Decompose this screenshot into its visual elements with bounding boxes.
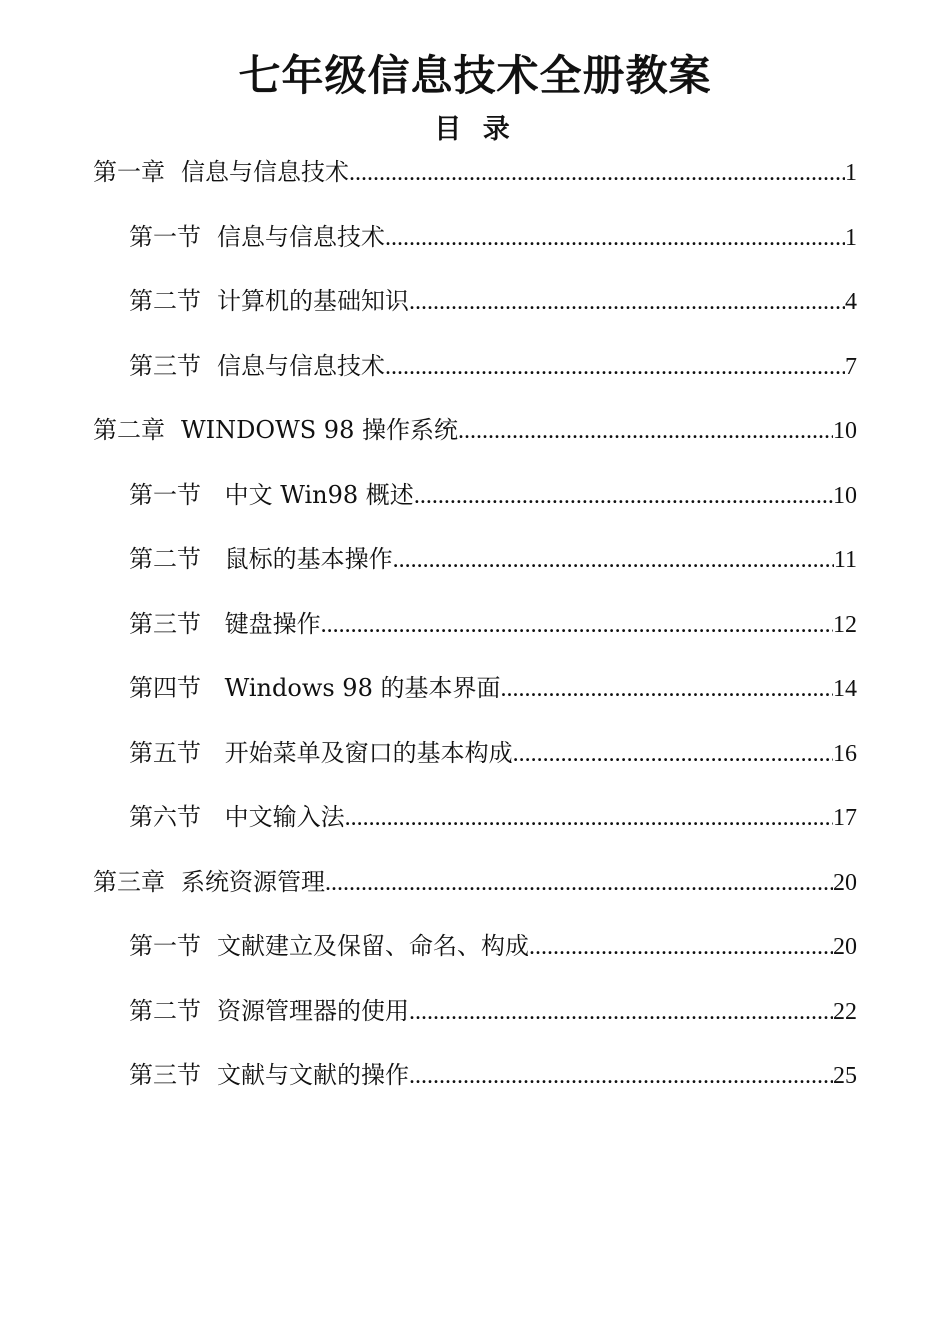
document-title: 七年级信息技术全册教案	[238, 51, 712, 100]
toc-entry-label	[93, 862, 325, 902]
toc-entry-label	[129, 346, 385, 386]
toc-page-number: 14	[833, 676, 857, 702]
toc-dot-leader	[409, 282, 845, 322]
toc-dot-leader	[349, 153, 845, 193]
toc-entry-number: 第三章	[93, 867, 165, 896]
toc-dot-leader	[414, 476, 833, 516]
toc-entry-label	[129, 797, 345, 837]
toc-dot-leader	[325, 863, 833, 903]
toc-section-entry	[93, 217, 857, 282]
toc-entry-title: 系统资源管理	[181, 867, 325, 896]
toc-entry-label	[129, 926, 529, 966]
toc-entry-title: 中文 Win98 概述	[217, 480, 414, 509]
toc-entry-label	[129, 539, 393, 579]
toc-page-number: 4	[845, 289, 857, 315]
toc-page-number: 1	[845, 160, 857, 186]
toc-entry-title: WINDOWS 98 操作系统	[181, 416, 458, 444]
toc-page-number: 10	[833, 482, 857, 509]
toc-page-number: 11	[833, 547, 857, 573]
toc-page-number: 20	[833, 934, 857, 960]
toc-entry-title: 文献建立及保留、命名、构成	[217, 932, 529, 960]
toc-chapter-entry	[93, 862, 857, 927]
toc-dot-leader	[393, 540, 834, 580]
toc-entry-number: 第一节	[129, 222, 201, 251]
toc-entry-number: 第二节	[129, 996, 201, 1025]
toc-entry-title: Windows 98 的基本界面	[217, 674, 501, 702]
toc-entry-number: 第一节	[129, 480, 201, 509]
toc-entry-title: 鼠标的基本操作	[217, 545, 393, 573]
toc-entry-label	[129, 991, 409, 1031]
toc-entry-label	[129, 1055, 409, 1095]
toc-dot-leader	[409, 1056, 833, 1096]
toc-section-entry	[93, 539, 857, 604]
toc-entry-title: 文献与文献的操作	[217, 1061, 409, 1089]
toc-dot-leader	[458, 411, 833, 451]
toc-dot-leader	[500, 669, 833, 709]
toc-entry-label	[129, 281, 409, 321]
toc-page-number: 16	[833, 740, 857, 767]
toc-entry-number: 第一节	[129, 932, 201, 960]
toc-section-entry	[93, 668, 857, 733]
toc-entry-label	[129, 668, 500, 708]
toc-page-number: 22	[833, 998, 857, 1025]
toc-entry-label	[93, 152, 349, 192]
toc-entry-label	[93, 410, 458, 450]
toc-chapter-entry	[93, 152, 857, 217]
toc-dot-leader	[385, 218, 845, 258]
toc-entry-title: 开始菜单及窗口的基本构成	[217, 738, 513, 767]
toc-entry-label	[129, 604, 321, 644]
toc-page-number: 12	[833, 611, 857, 638]
table-of-contents	[93, 152, 857, 1120]
toc-entry-number: 第六节	[129, 803, 201, 831]
toc-entry-number: 第四节	[129, 674, 201, 702]
toc-entry-title: 资源管理器的使用	[217, 996, 409, 1025]
toc-section-entry	[93, 346, 857, 411]
toc-page-number: 1	[845, 224, 857, 251]
toc-entry-number: 第三节	[129, 1061, 201, 1089]
toc-entry-number: 第三节	[129, 351, 201, 380]
toc-dot-leader	[513, 734, 833, 774]
toc-section-entry	[93, 281, 857, 346]
toc-chapter-entry	[93, 410, 857, 475]
toc-page-number: 20	[833, 869, 857, 896]
toc-entry-title: 键盘操作	[217, 609, 321, 638]
toc-entry-title: 信息与信息技术	[181, 158, 349, 186]
toc-entry-number: 第三节	[129, 609, 201, 638]
toc-entry-title: 计算机的基础知识	[217, 287, 409, 315]
toc-section-entry	[93, 797, 857, 862]
toc-entry-number: 第五节	[129, 738, 201, 767]
toc-page-number: 25	[833, 1063, 857, 1089]
toc-dot-leader	[321, 605, 833, 645]
toc-entry-label	[129, 217, 385, 257]
toc-entry-number: 第二章	[93, 416, 165, 444]
toc-entry-number: 第二节	[129, 287, 201, 315]
toc-section-entry	[93, 991, 857, 1056]
toc-entry-number: 第一章	[93, 158, 165, 186]
toc-entry-title: 信息与信息技术	[217, 351, 385, 380]
toc-heading: 目 录	[434, 114, 516, 145]
toc-entry-label	[129, 733, 513, 773]
toc-entry-title: 信息与信息技术	[217, 222, 385, 251]
toc-section-entry	[93, 926, 857, 991]
toc-dot-leader	[385, 347, 845, 387]
toc-page-number: 17	[833, 805, 857, 831]
toc-page-number: 7	[845, 353, 857, 380]
toc-dot-leader	[409, 992, 833, 1032]
toc-entry-number: 第二节	[129, 545, 201, 573]
toc-page-number: 10	[833, 418, 857, 444]
toc-section-entry	[93, 733, 857, 798]
toc-section-entry	[93, 604, 857, 669]
toc-dot-leader	[529, 927, 833, 967]
toc-entry-label	[129, 475, 414, 515]
toc-entry-title: 中文输入法	[217, 803, 345, 831]
toc-dot-leader	[345, 798, 833, 838]
toc-section-entry	[93, 475, 857, 540]
toc-section-entry	[93, 1055, 857, 1120]
